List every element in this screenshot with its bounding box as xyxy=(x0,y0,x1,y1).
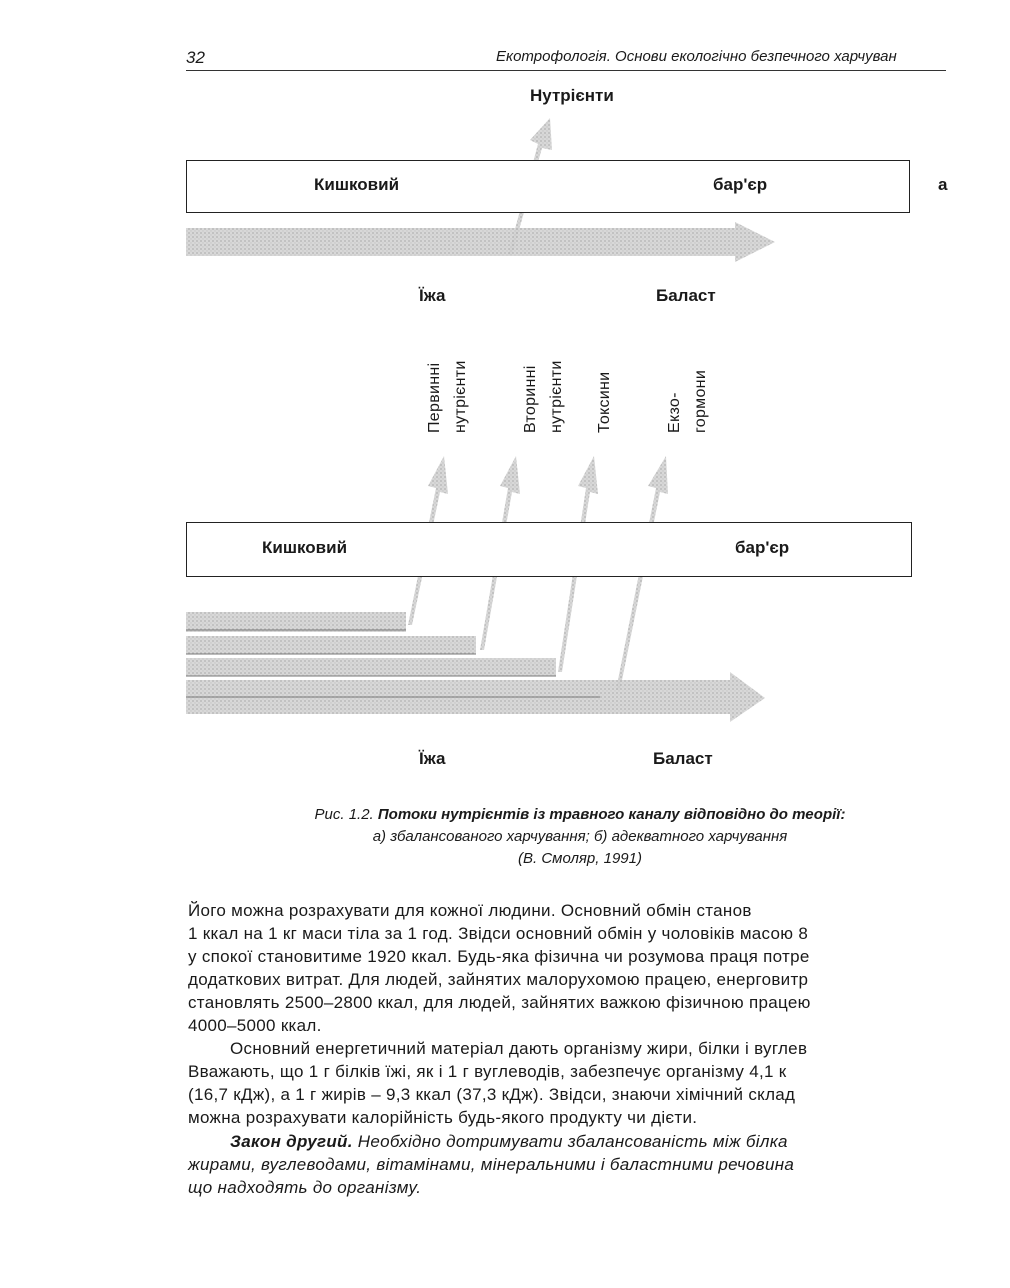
paragraph-3 xyxy=(188,1130,968,1199)
paragraph-1 xyxy=(188,899,968,1037)
text-line xyxy=(188,1130,968,1153)
barrier-b-left-label: Кишковий xyxy=(262,538,348,557)
text-line: становлять 2500–2800 ккал, для людей, зайнятих важкою фізичною працею xyxy=(188,993,811,1012)
text-line: жирами, вуглеводами, вітамінами, мінеральними і баластними речовина xyxy=(188,1155,795,1174)
text-line: можна розрахувати калорійність будь-якого продукту чи дієти. xyxy=(188,1108,698,1127)
toxins-label: Токсини xyxy=(596,371,613,433)
text-line: Основний енергетичний матеріал дають організму жири, білки і вуглев xyxy=(230,1039,808,1058)
caption-line-3: (В. Смоляр, 1991) xyxy=(518,850,642,867)
page-number: 32 xyxy=(186,48,205,67)
law-text: Необхідно дотримувати збалансованість між білка xyxy=(352,1132,788,1151)
primary-nutrients-label: Первинні нутрієнти xyxy=(426,360,469,433)
food-flow-band-3 xyxy=(186,658,556,676)
law-heading: Закон другий. xyxy=(230,1132,353,1151)
secondary-nutrients-label: Вторинні нутрієнти xyxy=(522,360,565,433)
running-title: Екотрофологія. Основи екологічно безпечного харчуван xyxy=(496,48,897,65)
paragraph-2 xyxy=(188,1037,968,1129)
text-line: 1 ккал на 1 кг маси тіла за 1 год. Звідси основний обмін у чоловіків масою 8 xyxy=(188,924,809,943)
caption-prefix: Рис. 1.2. xyxy=(314,806,378,823)
ballast-label-a: Баласт xyxy=(656,286,716,305)
text-line: Вважають, що 1 г білків їжі, як і 1 г вуглеводів, забезпечує організму 4,1 к xyxy=(188,1062,787,1081)
ballast-label-b: Баласт xyxy=(653,749,713,768)
figure-caption-title xyxy=(150,806,1010,823)
edge-letter: а xyxy=(938,175,948,194)
barrier-a-left-label: Кишковий xyxy=(314,175,400,194)
barrier-b-right-label: бар'єр xyxy=(735,538,790,557)
text-line: (16,7 кДж), а 1 г жирів – 9,3 ккал (37,3 кДж). Звідси, знаючи хімічний склад xyxy=(188,1085,796,1104)
food-label-b: Їжа xyxy=(419,749,446,768)
food-label-a: Їжа xyxy=(419,286,446,305)
food-flow-band-1 xyxy=(186,612,406,632)
food-flow-band-2 xyxy=(186,636,476,654)
caption-title: Потоки нутрієнтів із травного каналу відповідно до теорії: xyxy=(377,806,846,823)
caption-line-2: а) збалансованого харчування; б) адекватного харчування xyxy=(372,828,788,845)
text-line: додаткових витрат. Для людей, зайнятих малорухомою працею, енерговитр xyxy=(188,970,809,989)
text-line: 4000–5000 ккал. xyxy=(188,1016,322,1035)
text-line: у спокої становитиме 1920 ккал. Будь-яка фізична чи розумова праця потре xyxy=(188,947,810,966)
nutrients-label: Нутрієнти xyxy=(530,86,614,105)
text-line: що надходять до організму. xyxy=(188,1178,422,1197)
text-line: Його можна розрахувати для кожної людини. Основний обмін станов xyxy=(188,901,752,920)
exohormones-label: Екзо- гормони xyxy=(666,369,709,433)
barrier-a-right-label: бар'єр xyxy=(713,175,768,194)
